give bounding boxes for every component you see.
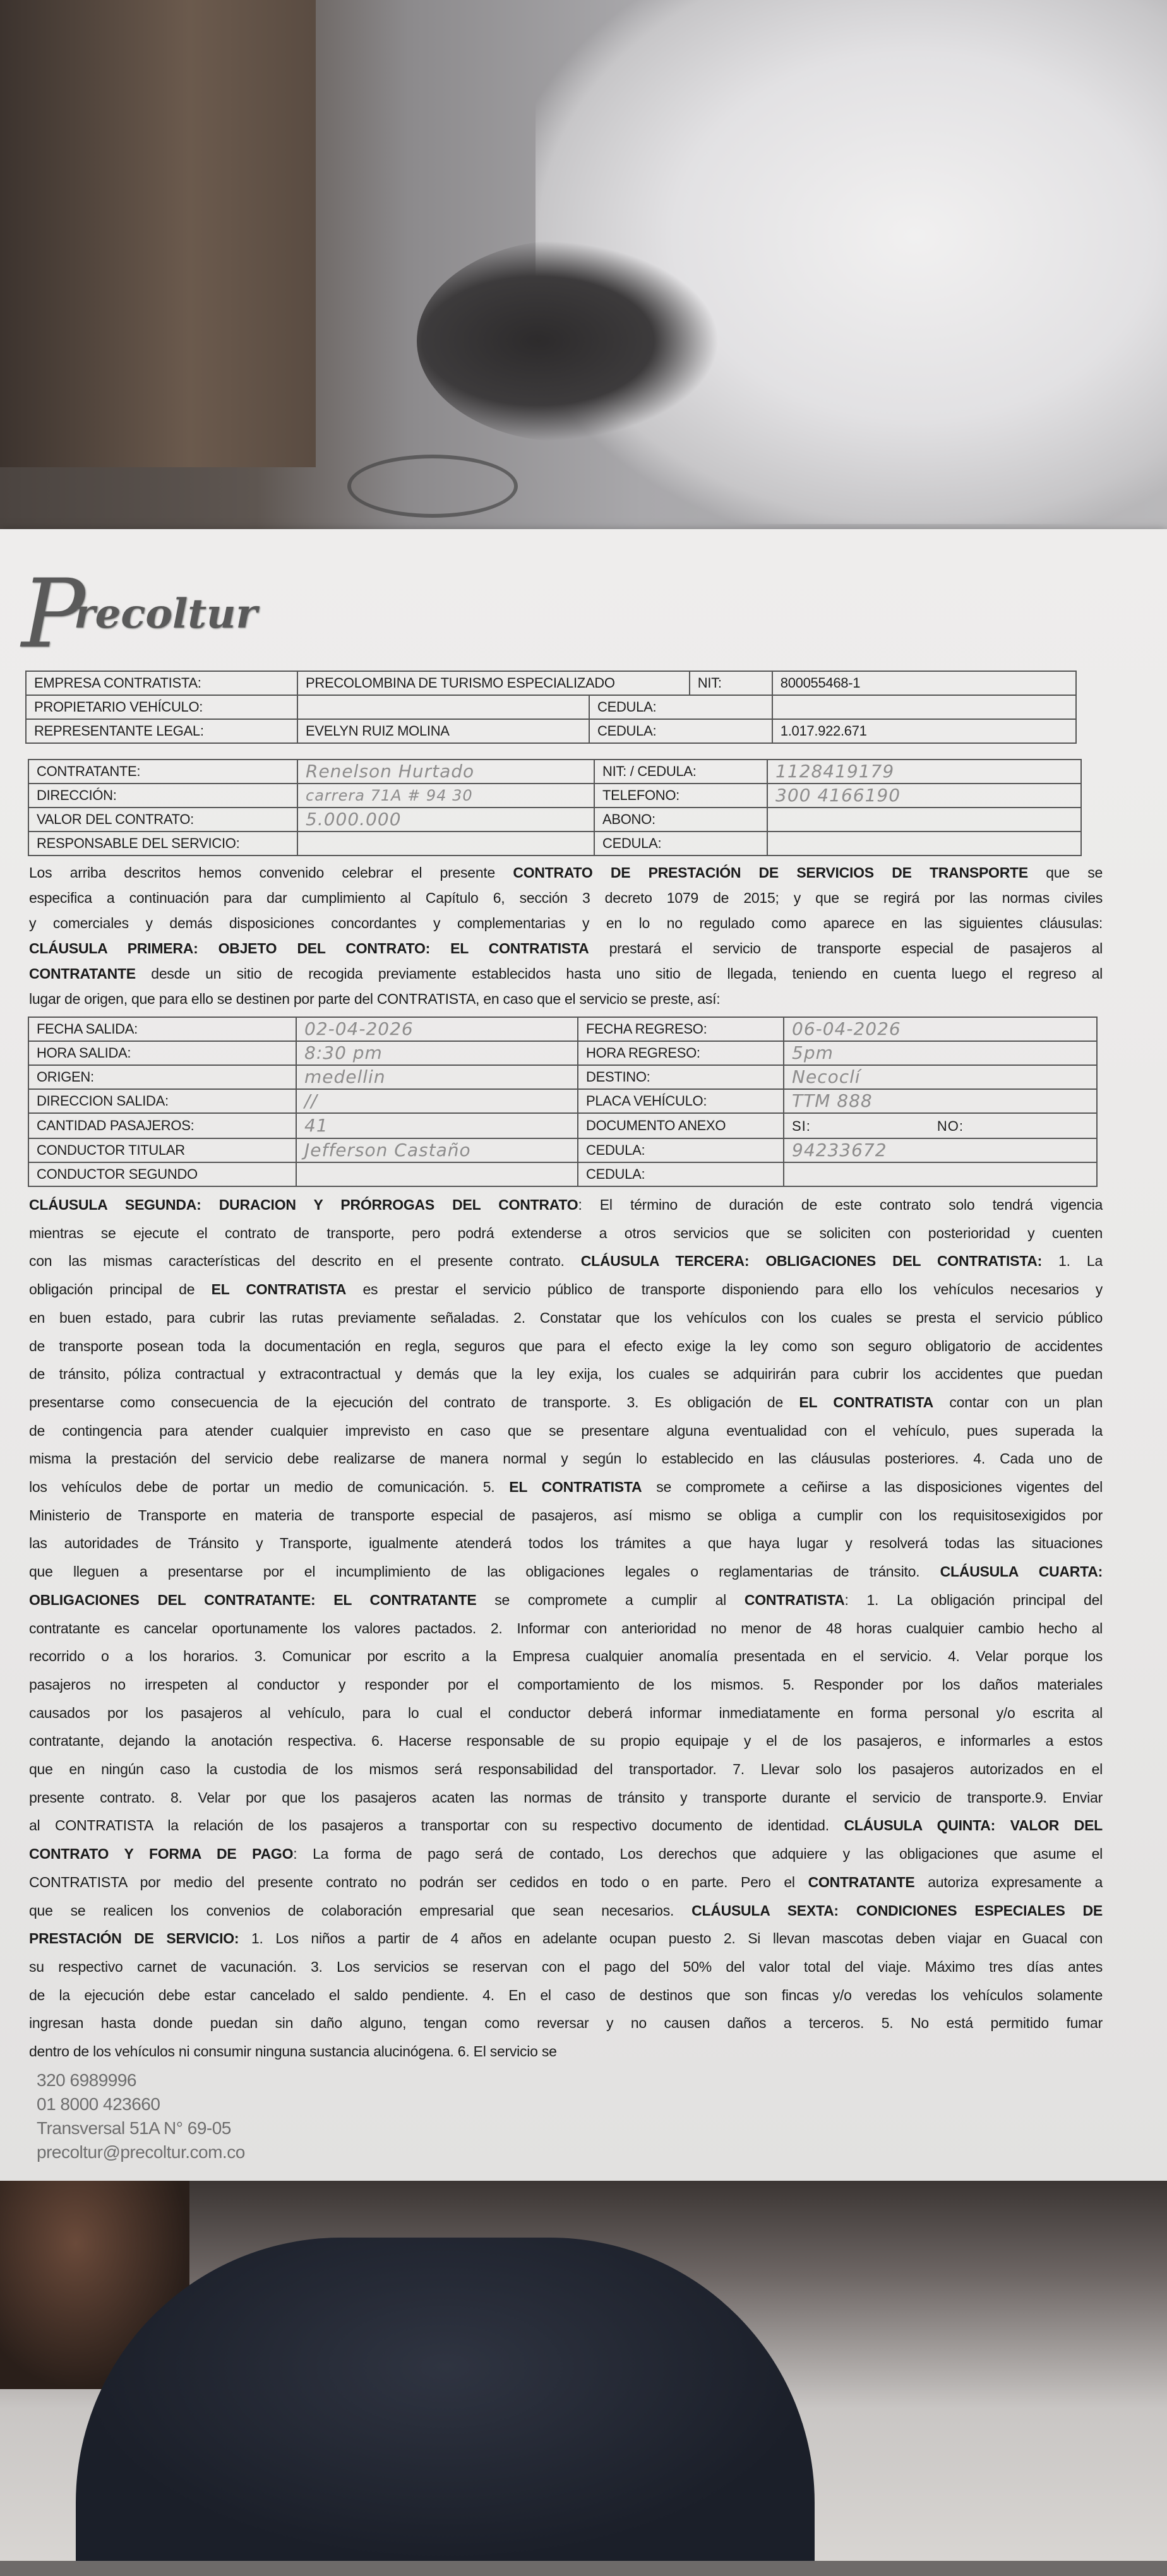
trip-field-label: HORA REGRESO: [578, 1041, 784, 1065]
background-cat-paw [417, 240, 720, 442]
text: contratante es cancelar oportunamente los valores pactados. 2. Informar con anterioridad no menor de 48 horas cualquier cambio hecho al [29, 1619, 1103, 1637]
representante-cedula-label: CEDULA: [589, 719, 772, 743]
text-line [29, 1388, 1103, 1417]
text-line [29, 1727, 1103, 1755]
text-line [29, 1784, 1103, 1812]
text-line [29, 1614, 1103, 1643]
text: pasajeros no irrespeten al conductor y responder por el comportamiento de los mismos. 5. Responder por los daños materiales [29, 1676, 1103, 1693]
text: de contingencia para atender cualquier imprevisto en caso que se presentare alguna eventualidad con el vehículo, pues superada la [29, 1422, 1103, 1439]
text: misma la prestación del servicio debe realizarse de manera normal y según lo establecido en las cláusulas posteriores. 4. Cada uno de [29, 1450, 1103, 1467]
text: CONTRATISTA por medio del presente contrato no podrán ser cedidos en todo o en parte. Pero el [29, 1873, 808, 1890]
trip-field-label: CEDULA: [578, 1138, 784, 1162]
trip-field-value [296, 1162, 578, 1186]
text: se compromete a ceñirse a las disposiciones vigentes del [642, 1479, 1103, 1496]
trip-field-label: CEDULA: [578, 1162, 784, 1186]
text: : El término de duración de este contrato solo tendrá vigencia [578, 1196, 1103, 1213]
propietario-label: PROPIETARIO VEHÍCULO: [26, 695, 297, 719]
table-row [28, 784, 1081, 808]
background-glass [347, 455, 518, 518]
trip-field-value [784, 1113, 1097, 1138]
table-row [28, 1065, 1097, 1089]
bold-text: CONTRATO DE PRESTACIÓN DE SERVICIOS DE TRANSPORTE [513, 864, 1028, 881]
text: de la ejecución debe estar cancelado el saldo pendiente. 4. En el caso de destinos que son fincas y/o veredas los vehículos solamente [29, 1986, 1103, 2003]
bold-text: CONTRATISTA [744, 1591, 845, 1608]
abono-label: ABONO: [594, 808, 767, 832]
trip-field-value: 5pm [784, 1041, 1097, 1065]
text: y comerciales y demás disposiciones concordantes y complementarias y en lo no regulado como aparece en las siguientes cláusulas: [29, 915, 1103, 931]
trip-field-label: CONDUCTOR SEGUNDO [28, 1162, 296, 1186]
text: de tránsito, póliza contractual y extracontractual y demás que la ley exija, los cuales se adquirirán para cubrir los accidentes que puedan [29, 1366, 1103, 1383]
text-line [29, 936, 1103, 961]
text-line [29, 1981, 1103, 2010]
trip-field-label: DOCUMENTO ANEXO [578, 1113, 784, 1138]
contratante-label: CONTRATANTE: [28, 760, 297, 784]
text-line [29, 1473, 1103, 1501]
text: al CONTRATISTA la relación de los pasajeros a transportar con su respectivo documento de identidad. [29, 1817, 844, 1834]
responsable-value [297, 832, 594, 856]
text: en buen estado, para cubrir las rutas previamente señaladas. 2. Constatar que los vehículos con los cuales se presta el servicio público [29, 1309, 1103, 1326]
text-line [29, 1360, 1103, 1388]
text: que lleguen a presentarse por el incumplimiento de las obligaciones legales o reglamentarias de tránsito. [29, 1563, 940, 1580]
table-row [28, 1017, 1097, 1041]
text-line [29, 1586, 1103, 1614]
client-table [28, 759, 1082, 856]
propietario-cedula-value [772, 695, 1076, 719]
text-line [29, 1275, 1103, 1304]
text: prestará el servicio de transporte especial de pasajeros al [589, 940, 1103, 957]
propietario-cedula-label: CEDULA: [589, 695, 772, 719]
trip-field-label: CANTIDAD PASAJEROS: [28, 1113, 296, 1138]
trip-field-value: 02-04-2026 [296, 1017, 578, 1041]
anexo-si-label: SI: [792, 1118, 811, 1134]
table-row [28, 1089, 1097, 1113]
bold-text: CONTRATO Y FORMA DE PAGO [29, 1846, 294, 1863]
valor-value: 5.000.000 [297, 808, 594, 832]
trip-field-label: DESTINO: [578, 1065, 784, 1089]
trip-table [28, 1017, 1098, 1187]
representante-cedula-value: 1.017.922.671 [772, 719, 1076, 743]
text-line [29, 1699, 1103, 1727]
text: causados por los pasajeros al vehículo, para lo cual el conductor deberá informar inmediatamente en forma personal y/o escrita al [29, 1704, 1103, 1721]
text: su respectivo carnet de vacunación. 3. Los servicios se reservan con el pago del 50% del valor total del viaje. Máximo tres días antes [29, 1958, 1103, 1975]
text-line [29, 1924, 1103, 1953]
text-line [29, 1642, 1103, 1671]
table-row [28, 1138, 1097, 1162]
text-line [29, 1529, 1103, 1558]
trip-field-value: Necoclí [784, 1065, 1097, 1089]
bold-text: CLÁUSULA CUARTA: [940, 1563, 1103, 1580]
text-line [29, 1332, 1103, 1361]
representante-label: REPRESENTANTE LEGAL: [26, 719, 297, 743]
text: mientras se ejecute el contrato de transporte, pero podrá extenderse a otros servicios que se soliciten con posterioridad y cuenten [29, 1224, 1103, 1241]
bold-text: CLÁUSULA PRIMERA: OBJETO DEL CONTRATO: EL CONTRATISTA [29, 940, 589, 957]
nit-cedula-label: NIT: / CEDULA: [594, 760, 767, 784]
representante-value: EVELYN RUIZ MOLINA [297, 719, 589, 743]
text-line [29, 1811, 1103, 1840]
text: se compromete a cumplir al [476, 1591, 745, 1608]
footer-address: Transversal 51A N° 69-05 [37, 2118, 231, 2138]
text-line [29, 986, 1103, 1011]
bold-text: CLÁUSULA QUINTA: VALOR DEL [844, 1817, 1103, 1834]
text: : La forma de pago será de contado, Los derechos que adquiere y las obligaciones que asume el [293, 1846, 1103, 1863]
text: : 1. La obligación principal del [844, 1591, 1103, 1608]
trip-field-label: FECHA SALIDA: [28, 1017, 296, 1041]
background-photo-top [0, 0, 1167, 529]
text-line [29, 1219, 1103, 1248]
background-furniture [0, 0, 316, 467]
text: Ministerio de Transporte en materia de transporte especial de pasajeros, así mismo se obliga a cumplir con los requisitosexigidos por [29, 1506, 1103, 1524]
direccion-label: DIRECCIÓN: [28, 784, 297, 808]
text-line [29, 1755, 1103, 1784]
text: autoriza expresamente a [914, 1873, 1103, 1890]
text-line [29, 1191, 1103, 1219]
bold-text: CONTRATANTE [29, 965, 136, 982]
clauses-text [29, 1191, 1103, 2066]
nit-cedula-value: 1128419179 [767, 760, 1081, 784]
logo-text: recoltur [73, 590, 258, 638]
text-line [29, 1671, 1103, 1699]
text: obligación principal de [29, 1281, 212, 1298]
empresa-label: EMPRESA CONTRATISTA: [26, 671, 297, 695]
bold-text: CLÁUSULA SEXTA: CONDICIONES ESPECIALES DE [691, 1902, 1103, 1919]
trip-field-label: ORIGEN: [28, 1065, 296, 1089]
text: que se realicen los convenios de colaboración empresarial que sean necesarios. [29, 1902, 692, 1919]
trip-field-label: PLACA VEHÍCULO: [578, 1089, 784, 1113]
table-row [26, 719, 1076, 743]
text-line [29, 1445, 1103, 1473]
contract-document [0, 529, 1167, 2181]
trip-field-label: CONDUCTOR TITULAR [28, 1138, 296, 1162]
responsable-cedula-label: CEDULA: [594, 832, 767, 856]
trip-field-value: TTM 888 [784, 1089, 1097, 1113]
text-line [29, 1304, 1103, 1332]
bold-text: EL CONTRATISTA [799, 1393, 933, 1410]
text: que se [1027, 864, 1103, 881]
responsable-cedula-value [767, 832, 1081, 856]
bold-text: CLÁUSULA TERCERA: OBLIGACIONES DEL CONTRATISTA: [580, 1253, 1043, 1270]
text: lugar de origen, que para ello se destinen por parte del CONTRATISTA, en caso que el servicio se preste, así: [29, 991, 721, 1007]
text: las autoridades de Tránsito y Transporte, igualmente atenderá todos los trámites a que haya lugar y resolverá todas las situaciones [29, 1535, 1103, 1552]
contratante-value: Renelson Hurtado [297, 760, 594, 784]
empresa-value: PRECOLOMBINA DE TURISMO ESPECIALIZADO [297, 671, 690, 695]
text: presentarse como consecuencia de la ejecución del contrato de transporte. 3. Es obligación de [29, 1393, 799, 1410]
text: presente contrato. 8. Velar por que los pasajeros acaten las normas de tránsito y transporte durante el servicio de transporte.9. Enviar [29, 1789, 1103, 1806]
text-line [29, 1501, 1103, 1530]
direccion-value: carrera 71A # 94 30 [297, 784, 594, 808]
trip-field-value: // [296, 1089, 578, 1113]
text-line [29, 910, 1103, 936]
text-line [29, 1247, 1103, 1275]
table-row [28, 1041, 1097, 1065]
text: dentro de los vehículos ni consumir ninguna sustancia alucinógena. 6. El servicio se [29, 2043, 557, 2060]
text: ingresan hasta donde puedan sin daño alguno, tengan como reversar y no causen daños a terceros. 5. No está permitido fumar [29, 2015, 1103, 2032]
trip-field-label: FECHA REGRESO: [578, 1017, 784, 1041]
trip-field-value: 8:30 pm [296, 1041, 578, 1065]
footer-toll-free: 01 8000 423660 [37, 2094, 160, 2114]
nit-value: 800055468-1 [772, 671, 1076, 695]
trip-field-value: 41 [296, 1113, 578, 1138]
bold-text: PRESTACIÓN DE SERVICIO: [29, 1930, 239, 1947]
bold-text: CLÁUSULA SEGUNDA: DURACION Y PRÓRROGAS DEL CONTRATO [29, 1196, 578, 1213]
text: desde un sitio de recogida previamente establecidos hasta uno sitio de llegada, teniendo en cuenta luego el regreso al [135, 965, 1103, 982]
text: es prestar el servicio público de transporte disponiendo para ello los vehículos necesarios y [346, 1281, 1103, 1298]
text-line [29, 1953, 1103, 1981]
bold-text: CONTRATANTE [808, 1873, 915, 1890]
text: Los arriba descritos hemos convenido celebrar el presente [29, 864, 513, 881]
trip-field-value: medellin [296, 1065, 578, 1089]
text-line [29, 1897, 1103, 1925]
text-line [29, 961, 1103, 986]
logo-initial: P [21, 559, 85, 669]
text: 1. Los niños a partir de 4 años en adelante ocupan puesto 2. Si llevan mascotas deben viajar en Guacal con [239, 1930, 1103, 1947]
propietario-value [297, 695, 589, 719]
nit-label: NIT: [690, 671, 772, 695]
text: los vehículos debe de portar un medio de comunicación. 5. [29, 1479, 510, 1496]
bold-text: OBLIGACIONES DEL CONTRATANTE: EL CONTRATANTE [29, 1591, 477, 1608]
table-row [28, 1162, 1097, 1186]
abono-value [767, 808, 1081, 832]
table-row [28, 808, 1081, 832]
anexo-no-label: NO: [937, 1118, 964, 1134]
table-row [26, 695, 1076, 719]
trip-field-label: HORA SALIDA: [28, 1041, 296, 1065]
table-row [28, 760, 1081, 784]
bold-text: EL CONTRATISTA [509, 1479, 642, 1496]
text-line [29, 860, 1103, 885]
text: de transporte posean toda la documentación en regla, seguros que para el efecto exige la ley como son seguro obligatorio de accidentes [29, 1337, 1103, 1354]
trip-field-value: 94233672 [784, 1138, 1097, 1162]
text-line [29, 1558, 1103, 1586]
bold-text: EL CONTRATISTA [211, 1281, 347, 1298]
text: contar con un plan [933, 1393, 1103, 1410]
table-row [28, 1113, 1097, 1138]
text-line [29, 1417, 1103, 1445]
trip-field-value: Jefferson Castaño [296, 1138, 578, 1162]
text-line [29, 2009, 1103, 2037]
background-photo-bottom [0, 2181, 1167, 2561]
table-row [26, 671, 1076, 695]
intro-paragraph [29, 860, 1103, 1011]
text-line [29, 1840, 1103, 1868]
text-line [29, 2037, 1103, 2066]
text-line [29, 1868, 1103, 1897]
text-line [29, 885, 1103, 910]
trip-field-value [784, 1162, 1097, 1186]
text: 1. La [1042, 1253, 1103, 1270]
text: especifica a continuación para dar cumplimiento al Capítulo 6, sección 3 decreto 1079 de 2015; y que se regirá por las normas civiles [29, 890, 1103, 906]
trip-field-label: DIRECCION SALIDA: [28, 1089, 296, 1113]
telefono-label: TELEFONO: [594, 784, 767, 808]
text: contratante, dejando la anotación respectiva. 6. Hacerse responsable de su propio equipaje y el de los pasajeros, e informarles a estos [29, 1732, 1103, 1750]
table-row [28, 832, 1081, 856]
company-table [25, 671, 1077, 744]
company-contact-footer [37, 2068, 1167, 2164]
valor-label: VALOR DEL CONTRATO: [28, 808, 297, 832]
footer-email: precoltur@precoltur.com.co [37, 2142, 245, 2162]
footer-phone: 320 6989996 [37, 2070, 137, 2090]
text: con las mismas características del descrito en el presente contrato. [29, 1253, 581, 1270]
telefono-value: 300 4166190 [767, 784, 1081, 808]
trip-field-value: 06-04-2026 [784, 1017, 1097, 1041]
responsable-label: RESPONSABLE DEL SERVICIO: [28, 832, 297, 856]
company-logo [21, 559, 1167, 671]
text: recorrido o a los horarios. 3. Comunicar por escrito a la Empresa cualquier anomalía presentada en el servicio. 4. Velar porque los [29, 1648, 1103, 1665]
text: que en ningún caso la custodia de los mismos será responsabilidad del transportador. 7. Llevar solo los pasajeros autorizados en el [29, 1761, 1103, 1778]
